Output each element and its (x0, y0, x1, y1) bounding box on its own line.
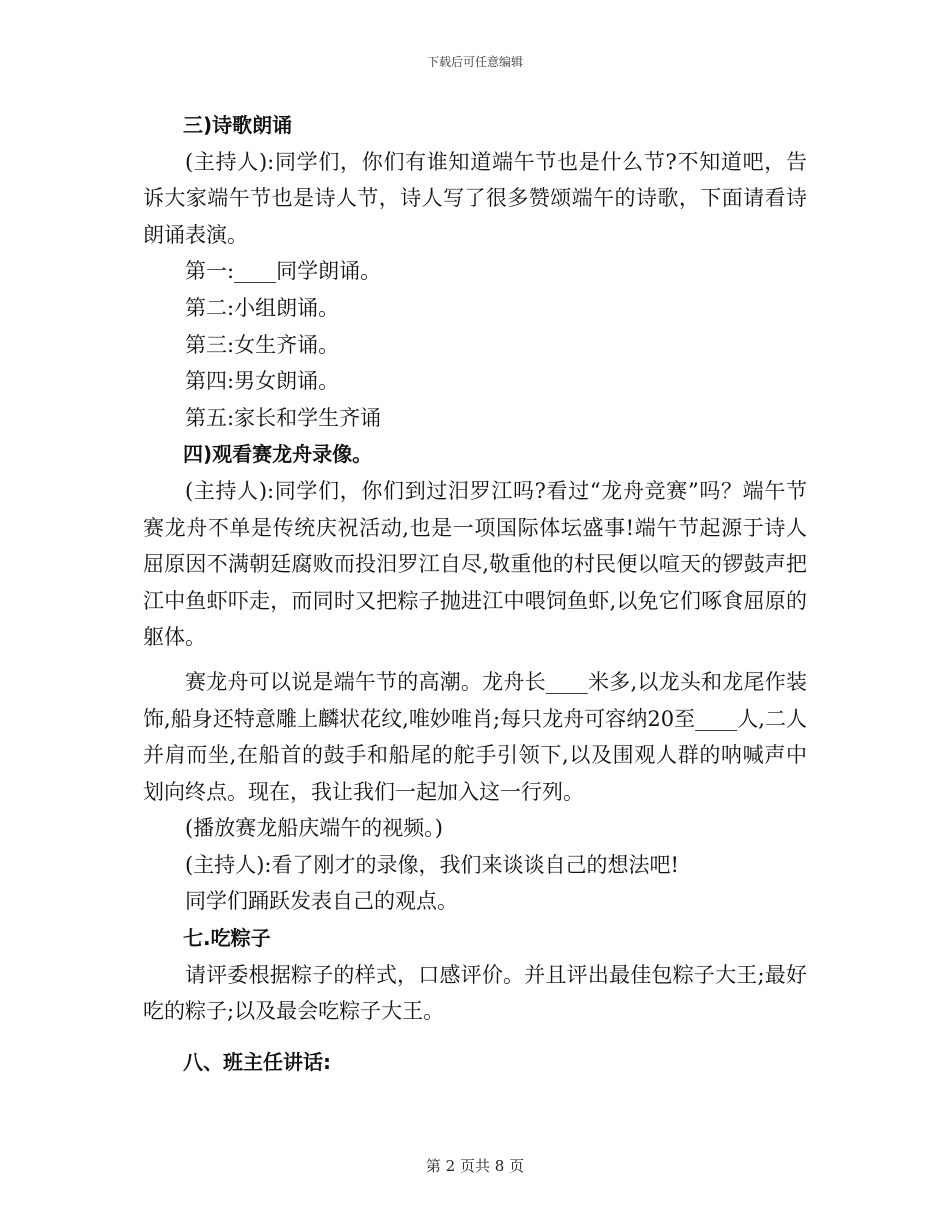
paragraph-students-opinions: 同学们踊跃发表自己的观点。 (185, 889, 458, 914)
list-item-second: 第二:小组朗诵。 (185, 295, 340, 320)
paragraph-host-dragon-boat: (主持人):同学们，你们到过汨罗江吗?看过“龙舟竞赛”吗？端午节赛龙舟不单是传统庆祝活动,也是一项国际体坛盛事!端午节起源于诗人屈原因不满朝廷腐败而投汨罗江自尽,敬重他的村民便以喧天的锣鼓声把江中鱼虾吓走，而同时又把粽子抛进江中喂饲鱼虾,以免它们啄食屈原的躯体。 (143, 478, 807, 650)
section-heading-poetry: 三)诗歌朗诵 (183, 113, 293, 137)
paragraph-judges: 请评委根据粽子的样式，口感评价。并且评出最佳包粽子大王;最好吃的粽子;以及最会吃粽子大王。 (143, 962, 807, 1024)
paragraph-host-discussion: (主持人):看了刚才的录像，我们来谈谈自己的想法吧! (185, 852, 679, 877)
list-item-fifth: 第五:家长和学生齐诵 (185, 405, 382, 430)
list-item-fourth: 第四:男女朗诵。 (185, 369, 340, 394)
section-heading-teacher-speech: 八、班主任讲话: (183, 1049, 331, 1074)
list-item-first: 第一:____同学朗诵。 (185, 259, 382, 284)
page-footer: 第 2 页共 8 页 (425, 1157, 525, 1175)
paragraph-dragon-boat-description: 赛龙舟可以说是端午节的高潮。龙舟长____米多,以龙头和龙尾作装饰,船身还特意雕上麟状花纹,唯妙唯肖;每只龙舟可容纳20至____人,二人并肩而坐,在船首的鼓手和船尾的舵手引领下,以及围观人群的呐喊声中划向终点。现在，我让我们一起加入这一行列。 (143, 669, 807, 804)
paragraph-play-video: (播放赛龙船庆端午的视频。) (185, 816, 443, 841)
document-body (143, 107, 807, 1080)
page-header: 下载后可任意编辑 (426, 55, 523, 69)
section-heading-eat-zongzi: 七.吃粽子 (183, 926, 271, 951)
paragraph-host-poetry-intro: (主持人):同学们，你们有谁知道端午节也是什么节?不知道吧，告诉大家端午节也是诗人节，诗人写了很多赞颂端午的诗歌，下面请看诗朗诵表演。 (143, 149, 807, 247)
section-heading-dragon-boat: 四)观看赛龙舟录像。 (183, 442, 373, 467)
list-item-third: 第三:女生齐诵。 (185, 332, 340, 357)
